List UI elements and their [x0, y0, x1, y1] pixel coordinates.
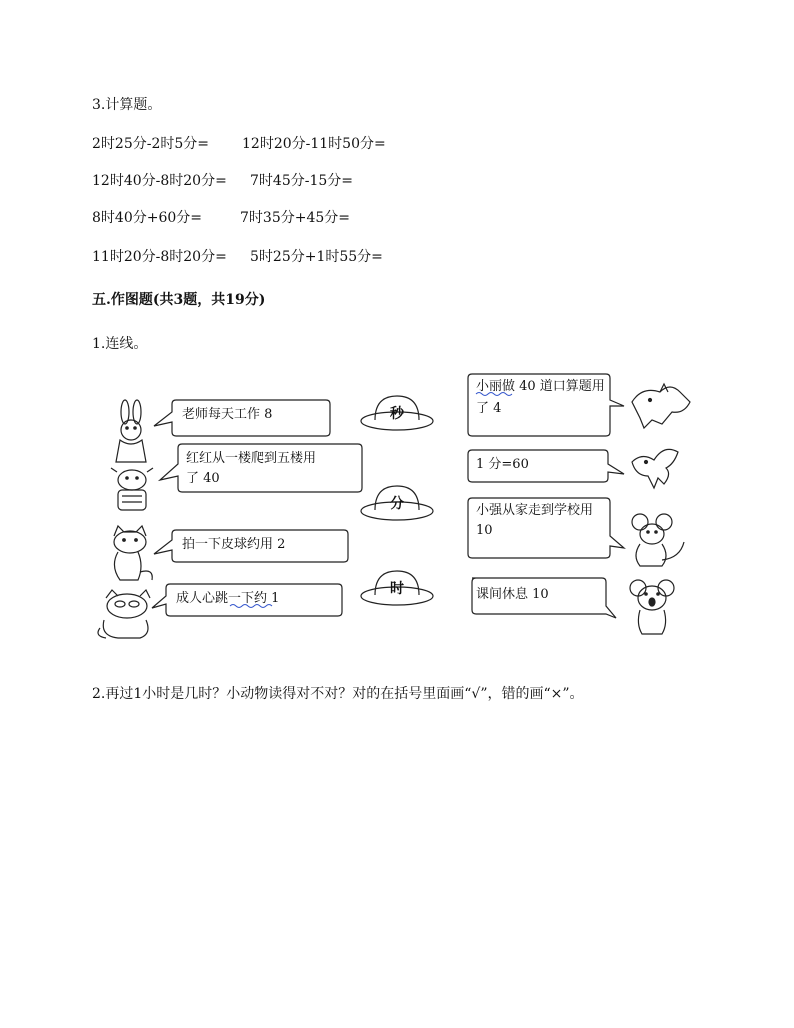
calc-left: 11时20分-8时20分=: [92, 249, 227, 265]
calc-left: 2时25分-2时5分=: [92, 136, 209, 152]
cow-icon: [111, 468, 153, 510]
left-bubble-text-4: 成人心跳一下约 1: [176, 591, 280, 606]
left-bubble-text-3: 拍一下皮球约用 2: [182, 537, 286, 552]
calc-left: 12时40分-8时20分=: [92, 173, 227, 189]
bird-icon: [632, 449, 678, 488]
left-bubble-text-1: 老师每天工作 8: [182, 407, 273, 422]
right-bubble-text-1a: 小丽做 40 道口算题用: [476, 379, 605, 394]
unit-label-minute: 分: [390, 496, 404, 512]
section-heading-drawing: 五.作图题(共3题，共19分): [92, 292, 266, 308]
calc-right: 7时35分+45分=: [240, 210, 350, 226]
right-bubble-text-1b: 了 4: [476, 401, 502, 416]
section-title-calculation: 3.计算题。: [92, 97, 162, 113]
right-bubble-text-2: 1 分=60: [476, 457, 529, 472]
left-bubble-text-2a: 红红从一楼爬到五楼用: [186, 451, 317, 466]
mouse-icon: [632, 514, 684, 566]
question-title-next-hour: 2.再过1小时是几时？小动物读得对不对？对的在括号里面画“√”，错的画“×”。: [92, 686, 584, 702]
right-bubble-text-4: 课间休息 10: [476, 587, 549, 602]
raccoon-icon: [98, 590, 150, 638]
question-title-connect: 1.连线。: [92, 336, 148, 352]
right-bubble-text-3a: 小强从家走到学校用: [476, 503, 594, 518]
koala-icon: [630, 580, 674, 634]
cat-icon: [114, 526, 152, 580]
unit-label-hour: 时: [390, 581, 404, 597]
left-bubble-text-2b: 了 40: [186, 471, 220, 486]
calc-left: 8时40分+60分=: [92, 210, 202, 226]
calc-right: 5时25分+1时55分=: [250, 249, 383, 265]
dragon-icon: [632, 384, 690, 428]
rabbit-icon: [116, 400, 146, 462]
calc-right: 7时45分-15分=: [250, 173, 353, 189]
right-bubble-text-3b: 10: [476, 523, 493, 538]
unit-label-second: 秒: [390, 406, 404, 422]
calc-right: 12时20分-11时50分=: [242, 136, 386, 152]
